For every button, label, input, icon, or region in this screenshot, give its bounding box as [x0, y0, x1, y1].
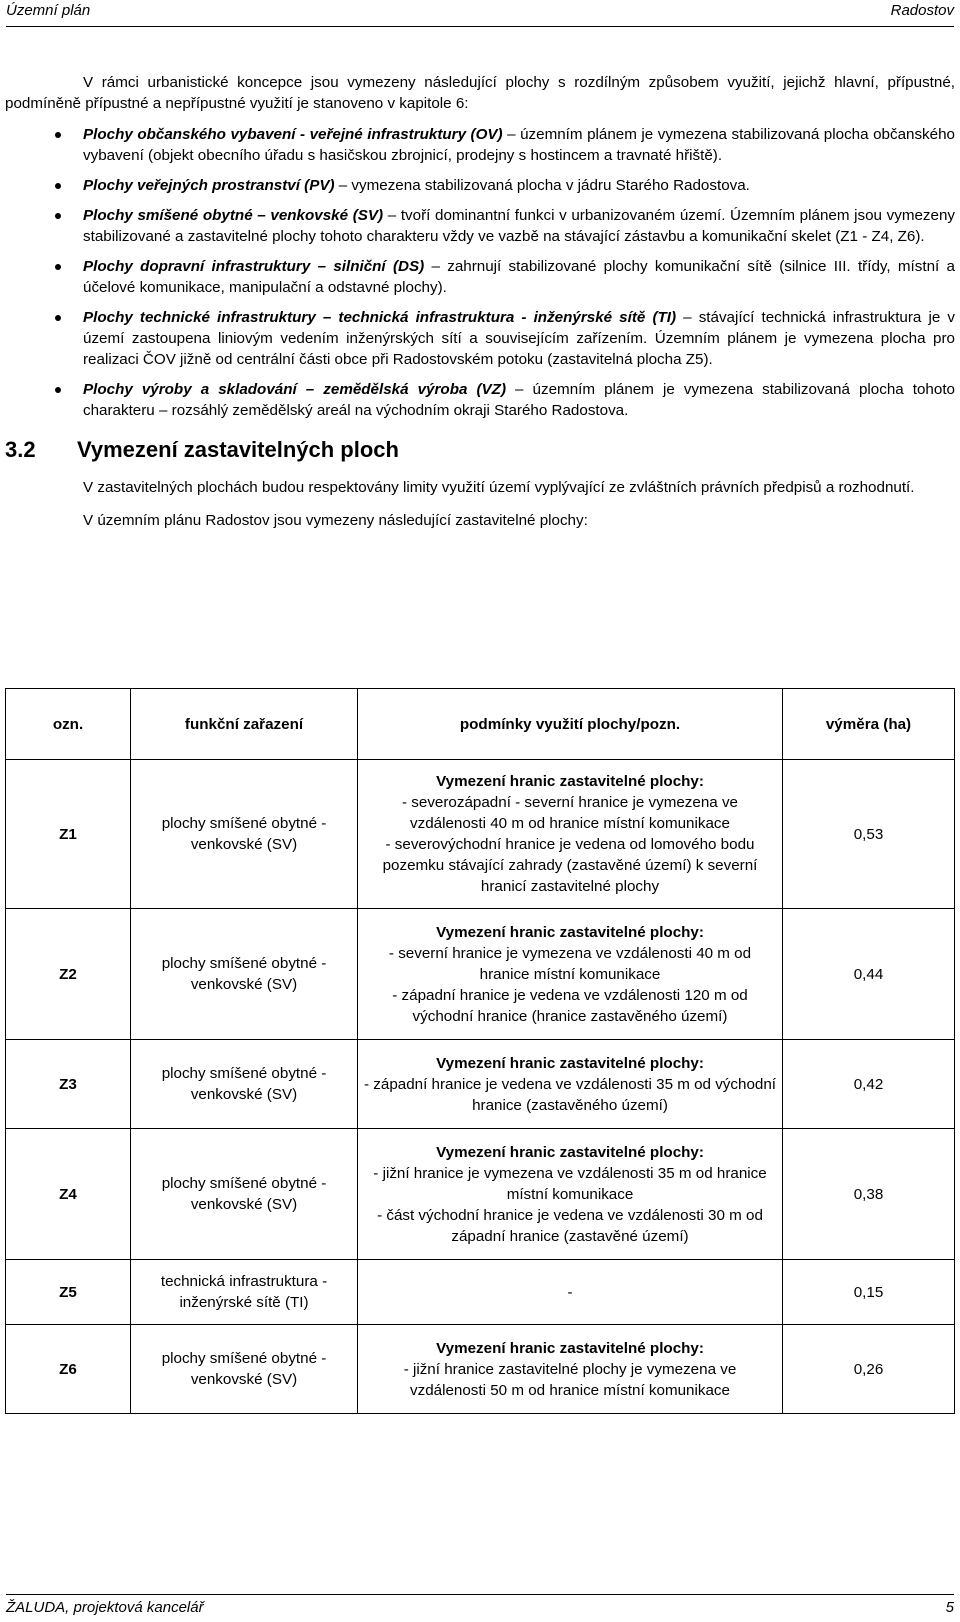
land-use-list: [5, 124, 955, 421]
row-area: 0,53: [783, 760, 955, 909]
list-item-label: Plochy technické infrastruktury – technická infrastruktura - inženýrské sítě (TI): [83, 309, 677, 326]
section-number: 3.2: [5, 437, 36, 462]
cond-line: - severovýchodní hranice je vedena od lomového bodu pozemku stávající zahrady (zastavěné území) k severní hranicí zastavitelné plochy: [382, 836, 758, 895]
list-item-text: – stávající technická infrastruktura je v území zastoupena liniovým vedením inženýrských sítí a souvisejícím zařízením. Územním plánem je vymezena plocha pro realizaci ČOV jižně od centrální části obce při Radostovském potoku (zastavitelná plocha Z5).: [83, 309, 955, 368]
row-cond: [358, 760, 783, 909]
list-item-label: Plochy smíšené obytné – venkovské (SV): [83, 207, 384, 224]
row-func: plochy smíšené obytné - venkovské (SV): [131, 760, 358, 909]
bullet-icon: [55, 213, 61, 219]
row-id: Z6: [6, 1325, 131, 1414]
row-func: plochy smíšené obytné - venkovské (SV): [131, 1040, 358, 1129]
bullet-icon: [55, 132, 61, 138]
bullet-icon: [55, 387, 61, 393]
row-area: 0,26: [783, 1325, 955, 1414]
list-item-label: Plochy veřejných prostranství (PV): [83, 177, 335, 194]
table-row: [6, 909, 955, 1040]
table-row: [6, 760, 955, 909]
list-item-text: – územním plánem je vymezena stabilizovaná plocha občanského vybavení (objekt obecního úřadu s hasičskou zbrojnicí, prodejny s hostincem a travnaté hřiště).: [83, 126, 955, 164]
section-heading: [5, 437, 955, 463]
table-row: [6, 1040, 955, 1129]
table-row: [6, 1260, 955, 1325]
cond-line: - západní hranice je vedena ve vzdálenosti 120 m od východní hranice (hranice zastavěného území): [392, 986, 748, 1025]
list-item-label: Plochy výroby a skladování – zemědělská výroba (VZ): [83, 381, 506, 398]
cond-line: - severozápadní - severní hranice je vymezena ve vzdálenosti 40 m od hranice místní komunikace: [402, 794, 738, 832]
list-item: [5, 307, 955, 370]
bullet-icon: [55, 315, 61, 321]
cond-title: Vymezení hranic zastavitelné plochy:: [436, 923, 704, 941]
list-item: [5, 256, 955, 298]
list-item-label: Plochy dopravní infrastruktury – silniční (DS): [83, 258, 425, 275]
row-id: Z3: [6, 1040, 131, 1129]
cond-line: - jižní hranice zastavitelné plochy je vymezena ve vzdálenosti 50 m od hranice místní komunikace: [403, 1360, 737, 1399]
section-title: Vymezení zastavitelných ploch: [77, 437, 399, 462]
table-intro-paragraph: V územním plánu Radostov jsou vymezeny následující zastavitelné plochy:: [83, 512, 588, 529]
table-header-row: [6, 689, 955, 760]
page-number: 5: [945, 1599, 954, 1616]
cond-line: -: [567, 1283, 573, 1301]
header-area: výměra (ha): [783, 689, 955, 760]
cond-title: Vymezení hranic zastavitelné plochy:: [436, 1143, 704, 1161]
cond-title: Vymezení hranic zastavitelné plochy:: [436, 1339, 704, 1357]
list-item-text: – vymezena stabilizovaná plocha v jádru Starého Radostova.: [334, 177, 750, 194]
list-item-label: Plochy občanského vybavení - veřejné infrastruktury (OV): [83, 126, 503, 143]
cond-title: Vymezení hranic zastavitelné plochy:: [436, 1054, 704, 1072]
bullet-icon: [55, 183, 61, 189]
row-area: 0,15: [783, 1260, 955, 1325]
page-header: [6, 0, 954, 27]
header-cond: podmínky využití plochy/pozn.: [358, 689, 783, 760]
header-ozn: ozn.: [6, 689, 131, 760]
row-func: technická infrastruktura - inženýrské sítě (TI): [131, 1260, 358, 1325]
footer-company: ŽALUDA, projektová kancelář: [6, 1599, 204, 1616]
row-cond: [358, 1260, 783, 1325]
row-func: plochy smíšené obytné - venkovské (SV): [131, 909, 358, 1040]
row-cond: [358, 1325, 783, 1414]
row-func: plochy smíšené obytné - venkovské (SV): [131, 1325, 358, 1414]
page-footer: [6, 1594, 954, 1621]
list-item: [5, 124, 955, 166]
list-item: [5, 205, 955, 247]
row-func: plochy smíšené obytné - venkovské (SV): [131, 1129, 358, 1260]
row-id: Z4: [6, 1129, 131, 1260]
table-row: [6, 1129, 955, 1260]
row-cond: [358, 1129, 783, 1260]
list-item: [5, 379, 955, 421]
row-id: Z1: [6, 760, 131, 909]
limits-paragraph: V zastavitelných plochách budou respektovány limity využití území vyplývající ze zvláštních právních předpisů a rozhodnutí.: [83, 479, 915, 496]
row-id: Z2: [6, 909, 131, 1040]
cond-line: - západní hranice je vedena ve vzdálenosti 35 m od východní hranice (zastavěného území): [364, 1075, 777, 1114]
header-func: funkční zařazení: [131, 689, 358, 760]
list-item-text: – zahrnují stabilizované plochy komunikační sítě (silnice III. třídy, místní a účelové komunikace, manipulační a odstavné plochy).: [83, 258, 955, 296]
list-item-text: – tvoří dominantní funkci v urbanizovaném území. Územním plánem jsou vymezeny stabilizované a zastavitelné plochy tohoto charakteru vždy ve vazbě na stávající zástavbu a komunikační skelet (Z1 - Z4, Z6).: [83, 207, 956, 245]
cond-line: - severní hranice je vymezena ve vzdálenosti 40 m od hranice místní komunikace: [388, 944, 752, 983]
row-area: 0,44: [783, 909, 955, 1040]
row-cond: [358, 909, 783, 1040]
header-municipality: Radostov: [890, 2, 954, 19]
cond-line: - část východní hranice je vedena ve vzdálenosti 30 m od západní hranice (zastavěné území): [377, 1206, 763, 1245]
row-area: 0,38: [783, 1129, 955, 1260]
header-doc-title: Územní plán: [6, 2, 91, 19]
list-item: [5, 175, 955, 196]
list-item-text: – územním plánem je vymezena stabilizovaná plocha tohoto charakteru – rozsáhlý zemědělský areál na východním okraji Starého Radostova.: [83, 381, 955, 419]
document-body: [5, 72, 955, 549]
buildable-areas-table: [5, 688, 955, 1414]
table-row: [6, 1325, 955, 1414]
intro-paragraph: V rámci urbanistické koncepce jsou vymezeny následující plochy s rozdílným způsobem využití, jejichž hlavní, přípustné, podmíněně přípustné a nepřípustné využití je stanoveno v kapitole 6:: [5, 74, 955, 112]
row-cond: [358, 1040, 783, 1129]
bullet-icon: [55, 264, 61, 270]
cond-line: - jižní hranice je vymezena ve vzdálenosti 35 m od hranice místní komunikace: [373, 1164, 767, 1203]
cond-title: Vymezení hranic zastavitelné plochy:: [436, 773, 704, 790]
row-area: 0,42: [783, 1040, 955, 1129]
row-id: Z5: [6, 1260, 131, 1325]
